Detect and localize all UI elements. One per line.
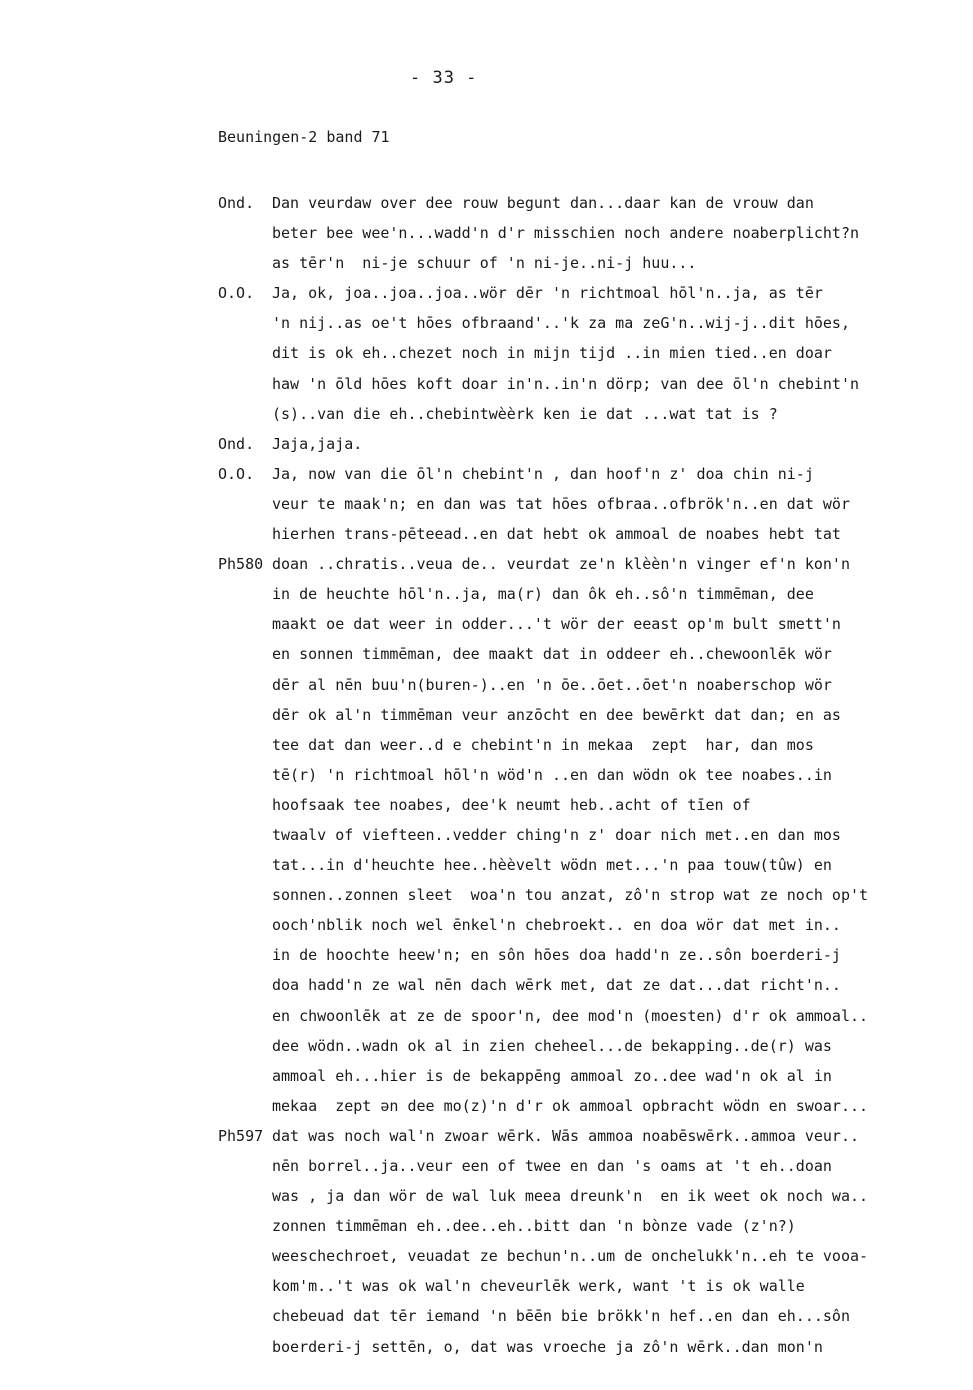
transcript-line — [0, 519, 973, 549]
transcript-line — [0, 248, 973, 278]
line-text: Dan veurdaw over dee rouw begunt dan...daar kan de vrouw dan — [272, 194, 814, 212]
transcript-line — [0, 700, 973, 730]
line-text: Ja, ok, joa..joa..joa..wör dēr 'n richtmoal hōl'n..ja, as tēr — [272, 284, 823, 303]
line-text: dat was noch wal'n zwoar wērk. Wās ammoa noabēswērk..ammoa veur.. — [272, 1126, 859, 1145]
line-text: twaalv of viefteen..vedder ching'n z' doar nich met..en dan mos — [272, 825, 841, 844]
transcript-line — [0, 188, 973, 218]
transcript-line — [0, 1211, 973, 1241]
transcript-line — [0, 850, 973, 880]
transcript-line — [0, 1151, 973, 1181]
transcript-line — [0, 760, 973, 790]
document-header: Beuningen-2 band 71 — [218, 128, 390, 146]
transcript-line — [0, 730, 973, 760]
line-text: hierhen trans-pēteead..en dat hebt ok ammoal de noabes hebt tat — [272, 525, 841, 544]
line-text: tee dat dan weer..d e chebint'n in mekaa zept har, dan mos — [272, 735, 814, 754]
line-text: dee wödn..wadn ok al in zien cheheel...de bekapping..de(r) was — [272, 1036, 832, 1055]
transcript-body — [0, 188, 973, 1362]
line-text: weeschechroet, veuadat ze bechun'n..um de onchelukk'n..eh te vooa- — [272, 1247, 869, 1266]
line-text: was , ja dan wör de wal luk meea dreunk'n en ik weet ok noch wa.. — [272, 1187, 869, 1206]
transcript-line — [0, 1031, 973, 1061]
line-text: dit is ok eh..chezet noch in mijn tijd ..in mien tied..en doar — [272, 344, 832, 363]
line-text: dēr ok al'n timmēman veur anzōcht en dee bewērkt dat dan; en as — [272, 705, 841, 724]
line-text: hoofsaak tee noabes, dee'k neumt heb..acht of tīen of — [272, 795, 751, 814]
line-text: ammoal eh...hier is de bekappēng ammoal zo..dee wad'n ok al in — [272, 1066, 832, 1085]
transcript-line — [0, 218, 973, 248]
speaker-label: Ond. — [218, 434, 255, 453]
transcript-line — [0, 790, 973, 820]
line-text: (s)..van die eh..chebintwèèrk ken ie dat ...wat tat is ? — [272, 404, 778, 423]
transcript-line — [0, 1301, 973, 1331]
transcript-line — [0, 1271, 973, 1301]
line-text: boerderi-j settēn, o, dat was vroeche ja zô'n wērk..dan mon'n — [272, 1337, 823, 1356]
speaker-label: Ond. — [218, 194, 255, 212]
line-text: maakt oe dat weer in odder...'t wör der eeast op'm bult smett'n — [272, 615, 841, 634]
transcript-line — [0, 549, 973, 579]
transcript-line — [0, 880, 973, 910]
line-text: en chwoonlēk at ze de spoor'n, dee mod'n (moesten) d'r ok ammoal.. — [272, 1006, 869, 1025]
line-text: doa hadd'n ze wal nēn dach wērk met, dat ze dat...dat richt'n.. — [272, 976, 841, 995]
transcript-line — [0, 459, 973, 489]
transcript-line — [0, 308, 973, 338]
transcript-line — [0, 489, 973, 519]
line-text: kom'm..'t was ok wal'n cheveurlēk werk, want 't is ok walle — [272, 1277, 805, 1296]
line-text: doan ..chratis..veua de.. veurdat ze'n klèèn'n vinger ef'n kon'n — [272, 555, 850, 574]
transcript-line — [0, 1061, 973, 1091]
line-text: dēr al nēn buu'n(buren-)..en 'n ōe..ōet..ōet'n noaberschop wör — [272, 675, 832, 694]
line-text: zonnen timmēman eh..dee..eh..bitt dan 'n bònze vade (z'n?) — [272, 1217, 796, 1236]
speaker-label: Ph580 — [218, 555, 264, 574]
transcript-line — [0, 338, 973, 368]
line-text: haw 'n ōld hōes koft doar in'n..in'n dörp; van dee ōl'n chebint'n — [272, 374, 859, 393]
transcript-line — [0, 1121, 973, 1151]
transcript-line — [0, 1241, 973, 1271]
transcript-line — [0, 670, 973, 700]
speaker-label: O.O. — [218, 284, 255, 303]
line-text: Jaja,jaja. — [272, 434, 363, 453]
line-text: mekaa zept ǝn dee mo(z)'n d'r ok ammoal opbracht wödn en swoar... — [272, 1096, 869, 1115]
line-text: beter bee wee'n...wadd'n d'r misschien noch andere noaberplicht?n — [272, 224, 859, 243]
line-text: in de hoochte heew'n; en sôn hōes doa hadd'n ze..sôn boerderi-j — [272, 946, 841, 965]
transcript-line — [0, 429, 973, 459]
line-text: 'n nij..as oe't hōes ofbraand'..'k za ma zeG'n..wij-j..dit hōes, — [272, 314, 850, 333]
transcript-line — [0, 278, 973, 308]
transcript-line — [0, 1091, 973, 1121]
line-text: ooch'nblik noch wel ēnkel'n chebroekt.. en doa wör dat met in.. — [272, 916, 841, 935]
transcript-line — [0, 369, 973, 399]
transcript-line — [0, 609, 973, 639]
line-text: tē(r) 'n richtmoal hōl'n wöd'n ..en dan wödn ok tee noabes..in — [272, 765, 832, 784]
transcript-line — [0, 639, 973, 669]
transcript-line — [0, 1181, 973, 1211]
line-text: tat...in d'heuchte hee..hèèvelt wödn met...'n paa touw(tûw) en — [272, 856, 832, 875]
speaker-label: O.O. — [218, 464, 255, 483]
line-text: en sonnen timmēman, dee maakt dat in oddeer eh..chewoonlēk wör — [272, 645, 832, 664]
speaker-label: Ph597 — [218, 1126, 264, 1145]
line-text: chebeuad dat tēr iemand 'n bēēn bie brökk'n hef..en dan eh...sôn — [272, 1307, 850, 1326]
transcript-line — [0, 970, 973, 1000]
line-text: nēn borrel..ja..veur een of twee en dan 's oams at 't eh..doan — [272, 1157, 832, 1175]
transcript-line — [0, 940, 973, 970]
transcript-line — [0, 820, 973, 850]
transcript-line — [0, 399, 973, 429]
line-text: as tēr'n ni-je schuur of 'n ni-je..ni-j huu... — [272, 254, 697, 273]
line-text: veur te maak'n; en dan was tat hōes ofbraa..ofbrök'n..en dat wör — [272, 494, 850, 513]
page-number: - 33 - — [410, 68, 478, 88]
transcript-line — [0, 579, 973, 609]
line-text: sonnen..zonnen sleet woa'n tou anzat, zô'n strop wat ze noch op't — [272, 886, 869, 905]
transcript-line — [0, 1001, 973, 1031]
transcript-line — [0, 910, 973, 940]
line-text: in de heuchte hōl'n..ja, ma(r) dan ôk eh..sô'n timmēman, dee — [272, 585, 814, 604]
line-text: Ja, now van die ōl'n chebint'n , dan hoof'n z' doa chin ni-j — [272, 464, 814, 483]
transcript-line — [0, 1332, 973, 1362]
